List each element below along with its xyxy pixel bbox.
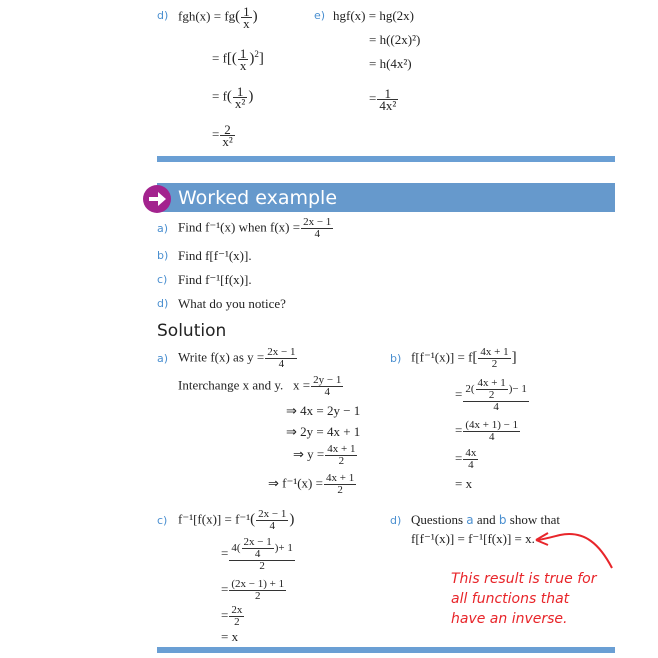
prev-d-line4: = $\frac{2}{\text{x²}}$ [212,122,233,149]
solution-c-line4: = $\frac{2x}{2}$ [221,604,243,628]
note-line-2: all functions that [451,591,570,607]
solution-a-line6: ⇒ f⁻¹(x) = $\frac{4x + 1}{2}$ [268,472,355,496]
solution-b-line4: = $\frac{4x}{4}$ [455,447,477,471]
solution-label-a: a) [157,352,169,365]
question-label-d: d) [157,297,169,310]
solution-label-b: b) [390,352,402,365]
solution-c-line5: = x [221,629,239,644]
solution-b-line2: = 2( $\frac{4x + 1}{2}$ )− 1 4 [455,377,527,413]
solution-b-line1: f[f⁻¹(x)] = f[ $\frac{4x + 1}{2}$ ] [411,346,517,370]
worked-example-title: Worked example [178,187,338,209]
prev-e-line3: = h(4x²) [369,56,412,71]
solution-label-c: c) [157,514,168,527]
solution-c-line3: = $\frac{(2x - 1) + 1}{2}$ [221,578,285,602]
solution-heading: Solution [157,321,227,341]
solution-d-line2: f[f⁻¹(x)] = f⁻¹[f(x)] = x. [411,531,535,546]
solution-a-line2: Interchange x and y. x = $\frac{2y - 1}{4}$ [178,374,342,398]
part-label-e: e) [314,9,326,22]
solution-a-line4: ⇒ 2y = 4x + 1 [286,424,361,439]
question-c: Find f⁻¹[f(x)]. [178,272,252,287]
solution-b-line3: = $\frac{(4x + 1) - 1}{4}$ [455,419,519,443]
section-divider-bottom [157,647,615,653]
prev-e-line4: = $\frac{1}{\text{4x²}}$ [369,86,397,113]
question-label-c: c) [157,273,168,286]
prev-d-line1: fgh(x) = fg( $\frac{1}{x}$ ) [178,4,258,31]
question-d: What do you notice? [178,296,286,311]
solution-c-line2: = 4( $\frac{2x - 1}{4}$ )+ 1 2 [221,536,293,572]
question-label-a: a) [157,222,169,235]
question-a: Find f⁻¹(x) when f(x) = $\frac{2x - 1}{4}$ [178,216,332,240]
question-label-b: b) [157,249,169,262]
solution-a-line1: Write f(x) as y = $\frac{2x - 1}{4}$ [178,346,296,370]
solution-a-line3: ⇒ 4x = 2y − 1 [286,403,361,418]
note-line-3: have an inverse. [451,611,568,627]
solution-d-line1: Questions a and b show that [411,512,560,527]
prev-e-line2: = h((2x)²) [369,32,421,47]
prev-e-line1: hgf(x) = hg(2x) [333,8,414,23]
note-line-1: This result is true for [451,571,597,587]
solution-label-d: d) [390,514,402,527]
solution-b-line5: = x [455,476,473,491]
part-label-d: d) [157,9,169,22]
prev-d-line3: = f( $\frac{1}{\text{x²}}$ ) [212,84,254,111]
question-b: Find f[f⁻¹(x)]. [178,248,252,263]
prev-d-line2: = f[( $\frac{1}{x}$ )$^2$] [212,45,264,73]
solution-c-line1: f⁻¹[f(x)] = f⁻¹( $\frac{2x - 1}{4}$ ) [178,508,295,532]
solution-a-line5: ⇒ y = $\frac{4x + 1}{2}$ [293,443,356,467]
